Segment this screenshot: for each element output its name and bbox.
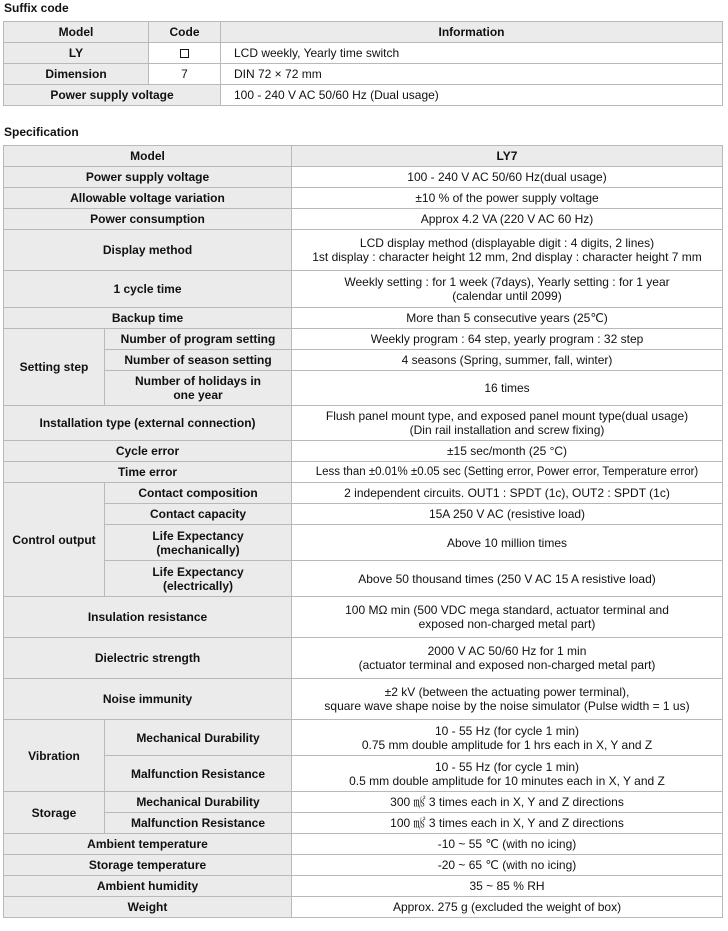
group-label-control-output: Control output (4, 483, 105, 597)
row-label: LY (4, 43, 149, 64)
row-label: Ambient temperature (4, 834, 292, 855)
row-value: 300 ㎨ 3 times each in X, Y and Z directions (292, 792, 723, 813)
table-row (4, 43, 723, 64)
row-value: 10 - 55 Hz (for cycle 1 min) 0.5 mm double amplitude for 10 minutes each in X, Y and Z (292, 756, 723, 792)
header-model: Model (4, 22, 149, 43)
table-row (4, 597, 723, 638)
table-row (4, 855, 723, 876)
row-value: -20 ~ 65 ℃ (with no icing) (292, 855, 723, 876)
table-row (4, 209, 723, 230)
row-value: Less than ±0.01% ±0.05 sec (Setting error, Power error, Temperature error) (292, 462, 723, 483)
row-value: 15A 250 V AC (resistive load) (292, 504, 723, 525)
row-label: Ambient humidity (4, 876, 292, 897)
row-label: Backup time (4, 308, 292, 329)
row-label: Life Expectancy (mechanically) (105, 525, 292, 561)
suffix-code-title: Suffix code (4, 1, 69, 15)
row-label: Time error (4, 462, 292, 483)
row-label: Noise immunity (4, 679, 292, 720)
row-value: 2 independent circuits. OUT1 : SPDT (1c), OUT2 : SPDT (1c) (292, 483, 723, 504)
row-value: 100 ㎨ 3 times each in X, Y and Z directions (292, 813, 723, 834)
table-header-row (4, 146, 723, 167)
info-cell: LCD weekly, Yearly time switch (221, 43, 723, 64)
suffix-code-table (3, 21, 723, 106)
row-label: Life Expectancy (electrically) (105, 561, 292, 597)
group-label-storage: Storage (4, 792, 105, 834)
row-value: 35 ~ 85 % RH (292, 876, 723, 897)
row-label: Malfunction Resistance (105, 813, 292, 834)
table-row (4, 462, 723, 483)
table-row (4, 329, 723, 350)
header-model: Model (4, 146, 292, 167)
row-label: Dielectric strength (4, 638, 292, 679)
row-value: ±2 kV (between the actuating power terminal), square wave shape noise by the noise simulator (Pulse width = 1 us) (292, 679, 723, 720)
table-row (4, 756, 723, 792)
table-row (4, 167, 723, 188)
row-label: Number of program setting (105, 329, 292, 350)
table-row (4, 897, 723, 918)
table-row (4, 308, 723, 329)
table-row (4, 271, 723, 308)
row-value: 100 - 240 V AC 50/60 Hz(dual usage) (292, 167, 723, 188)
table-row (4, 504, 723, 525)
row-label: Power supply voltage (4, 85, 221, 106)
table-row (4, 834, 723, 855)
table-header-row (4, 22, 723, 43)
row-value: Above 10 million times (292, 525, 723, 561)
table-row (4, 561, 723, 597)
specification-title: Specification (4, 125, 79, 139)
table-row (4, 638, 723, 679)
specification-table (3, 145, 723, 918)
info-cell: 100 - 240 V AC 50/60 Hz (Dual usage) (221, 85, 723, 106)
table-row (4, 64, 723, 85)
info-cell: DIN 72 × 72 mm (221, 64, 723, 85)
row-value: Above 50 thousand times (250 V AC 15 A resistive load) (292, 561, 723, 597)
row-label: Allowable voltage variation (4, 188, 292, 209)
row-value: ±15 sec/month (25 °C) (292, 441, 723, 462)
row-value: LCD display method (displayable digit : 4 digits, 2 lines) 1st display : character height 12 mm, 2nd display : character height 7 mm (292, 230, 723, 271)
table-row (4, 483, 723, 504)
row-label: Contact composition (105, 483, 292, 504)
row-label: Contact capacity (105, 504, 292, 525)
row-label: Insulation resistance (4, 597, 292, 638)
table-row (4, 406, 723, 441)
row-label: 1 cycle time (4, 271, 292, 308)
row-value: More than 5 consecutive years (25℃) (292, 308, 723, 329)
row-label: Cycle error (4, 441, 292, 462)
group-label-setting-step: Setting step (4, 329, 105, 406)
table-row (4, 679, 723, 720)
row-value: Weekly program : 64 step, yearly program : 32 step (292, 329, 723, 350)
row-label: Power supply voltage (4, 167, 292, 188)
row-label: Weight (4, 897, 292, 918)
table-row (4, 188, 723, 209)
row-value: Approx 4.2 VA (220 V AC 60 Hz) (292, 209, 723, 230)
group-label-vibration: Vibration (4, 720, 105, 792)
row-label: Installation type (external connection) (4, 406, 292, 441)
row-value: 4 seasons (Spring, summer, fall, winter) (292, 350, 723, 371)
row-label: Malfunction Resistance (105, 756, 292, 792)
table-row (4, 876, 723, 897)
row-label: Storage temperature (4, 855, 292, 876)
row-label: Dimension (4, 64, 149, 85)
row-label: Power consumption (4, 209, 292, 230)
row-value: 10 - 55 Hz (for cycle 1 min) 0.75 mm double amplitude for 1 hrs each in X, Y and Z (292, 720, 723, 756)
row-value: -10 ~ 55 ℃ (with no icing) (292, 834, 723, 855)
row-label: Display method (4, 230, 292, 271)
table-row (4, 350, 723, 371)
row-label: Mechanical Durability (105, 792, 292, 813)
code-cell (149, 43, 221, 64)
row-value: Approx. 275 g (excluded the weight of box) (292, 897, 723, 918)
table-row (4, 371, 723, 406)
header-model-value: LY7 (292, 146, 723, 167)
row-value: 100 MΩ min (500 VDC mega standard, actuator terminal and exposed non-charged metal part) (292, 597, 723, 638)
table-row (4, 441, 723, 462)
code-cell: 7 (149, 64, 221, 85)
row-value: 2000 V AC 50/60 Hz for 1 min (actuator terminal and exposed non-charged metal part) (292, 638, 723, 679)
table-row (4, 720, 723, 756)
row-value: Flush panel mount type, and exposed panel mount type(dual usage) (Din rail installation and screw fixing) (292, 406, 723, 441)
header-code: Code (149, 22, 221, 43)
table-row (4, 230, 723, 271)
table-row (4, 792, 723, 813)
header-information: Information (221, 22, 723, 43)
table-row (4, 813, 723, 834)
row-label: Number of holidays in one year (105, 371, 292, 406)
row-value: 16 times (292, 371, 723, 406)
row-label: Number of season setting (105, 350, 292, 371)
checkbox-square-icon (180, 49, 189, 58)
table-row (4, 525, 723, 561)
row-value: ±10 % of the power supply voltage (292, 188, 723, 209)
row-label: Mechanical Durability (105, 720, 292, 756)
row-value: Weekly setting : for 1 week (7days), Yearly setting : for 1 year (calendar until 2099) (292, 271, 723, 308)
table-row (4, 85, 723, 106)
